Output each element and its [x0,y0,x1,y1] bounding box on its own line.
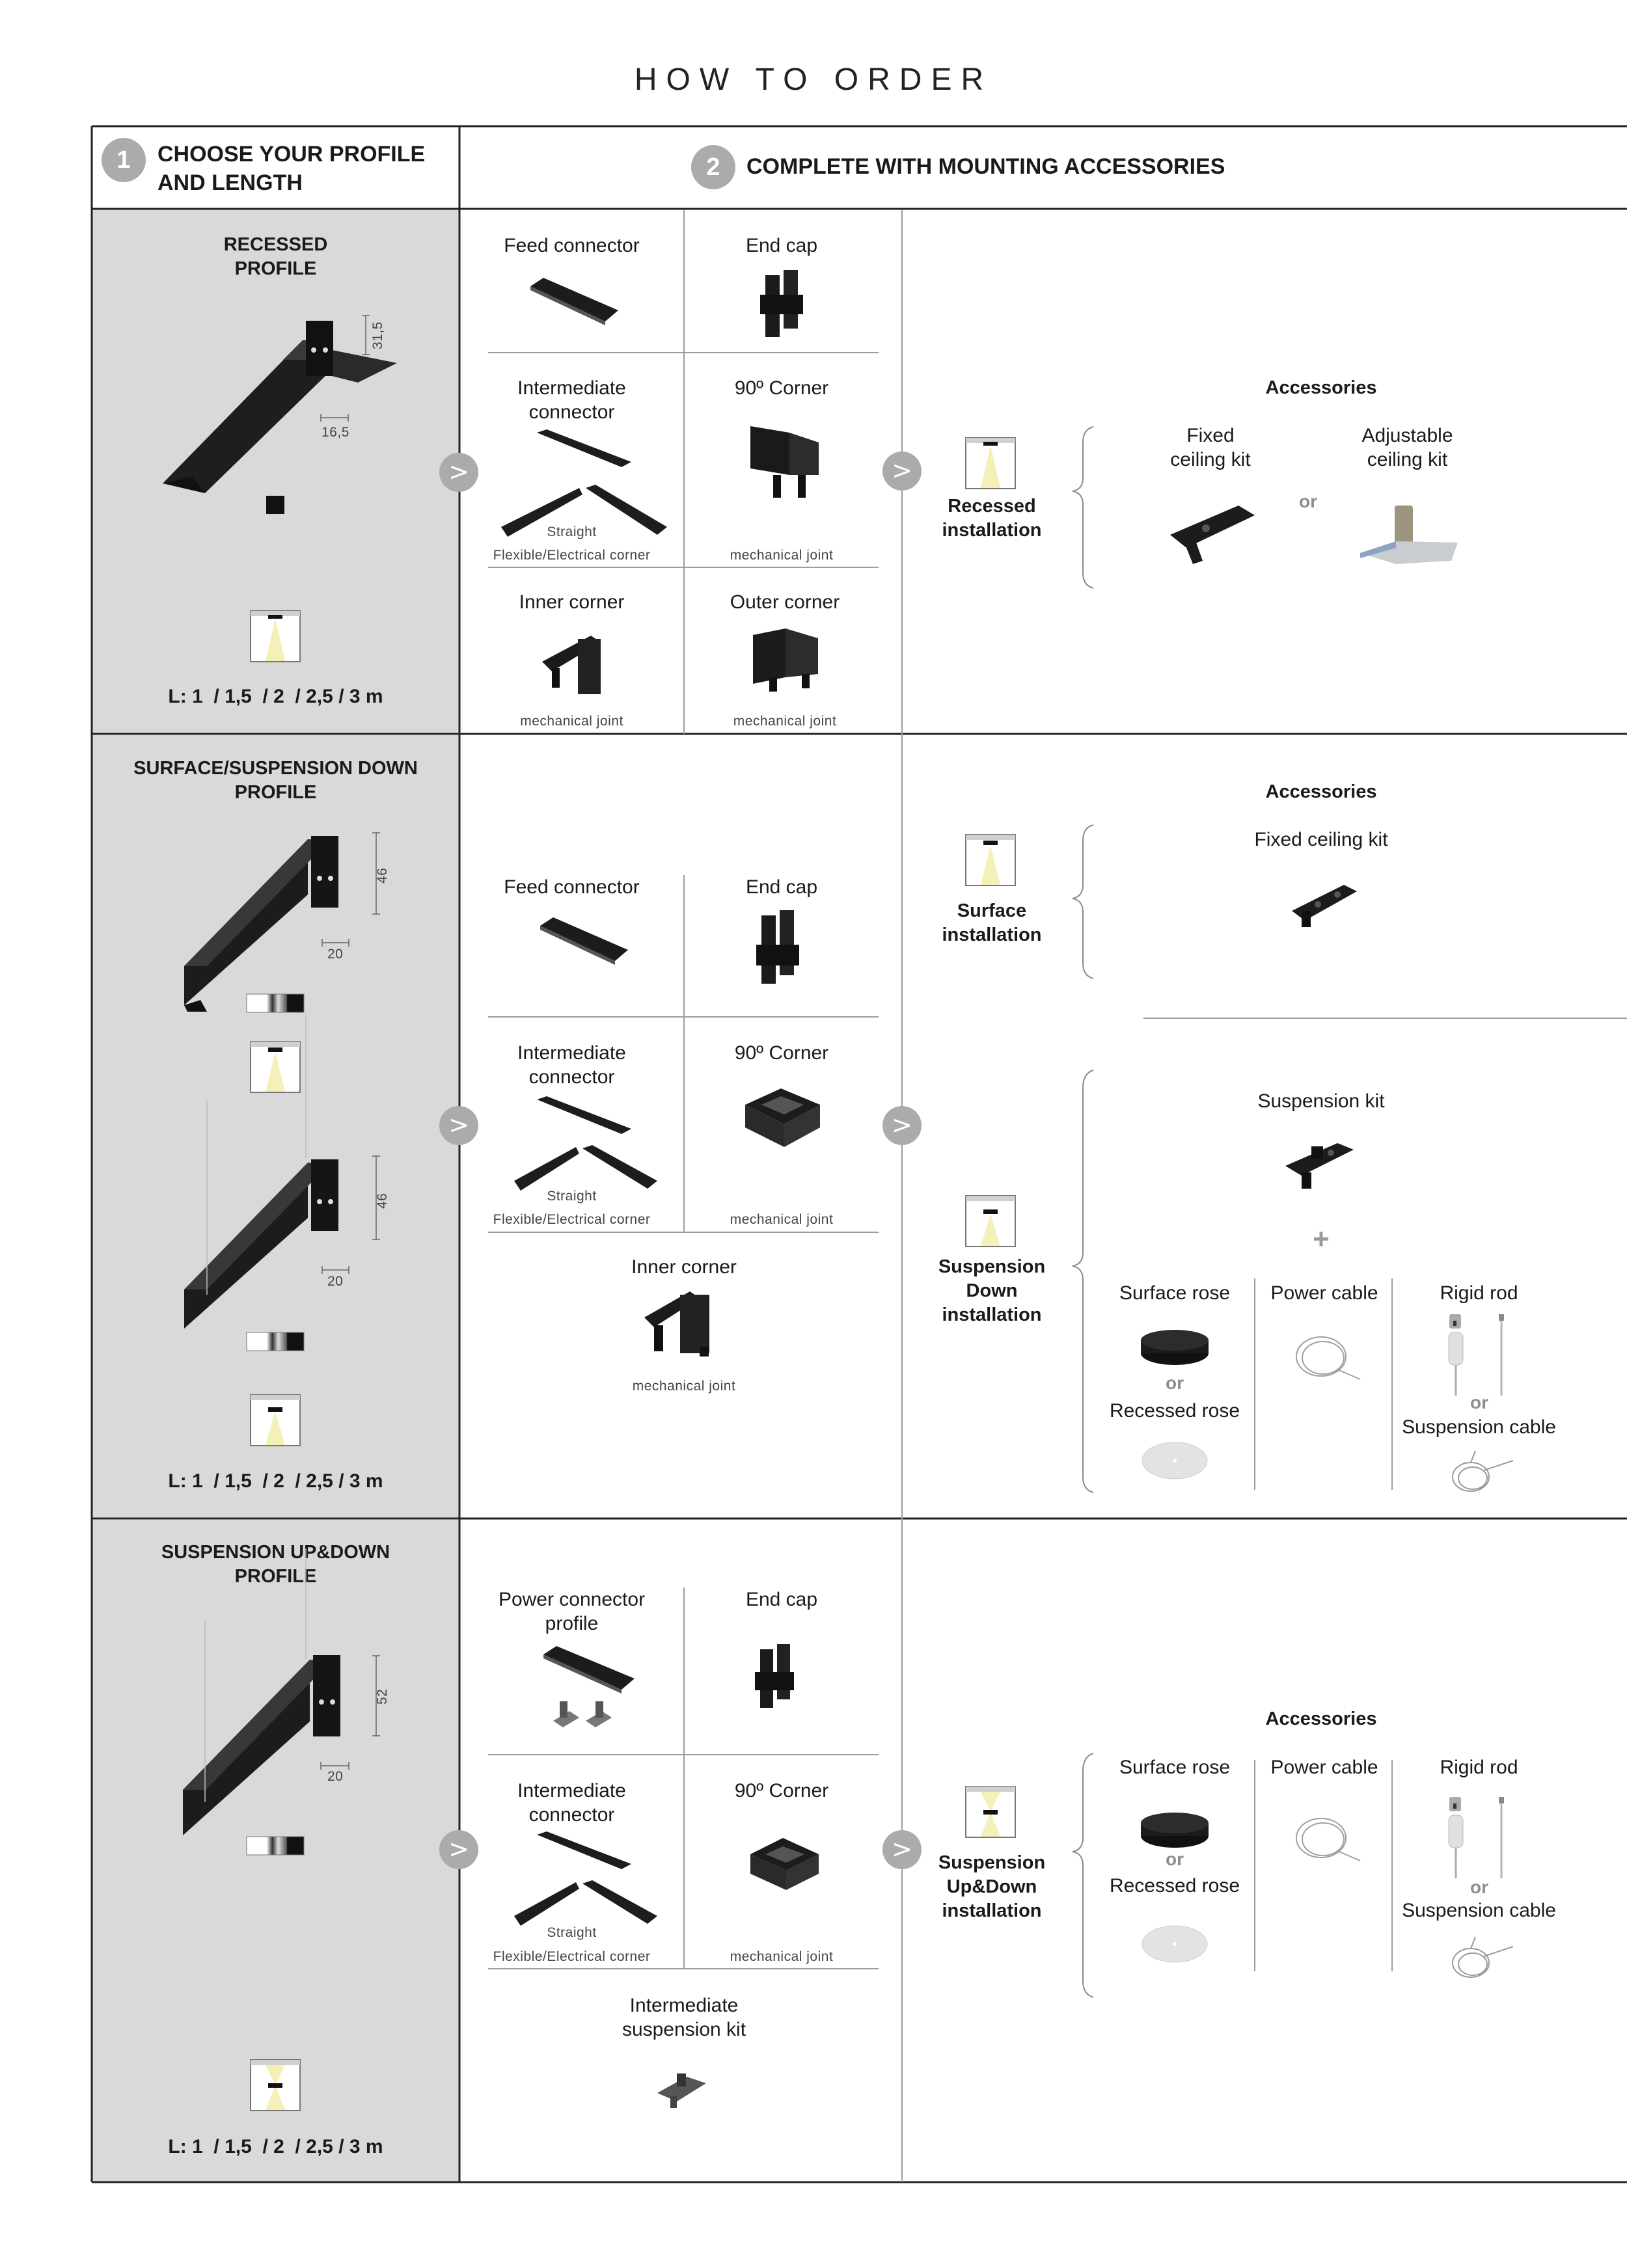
page-title: HOW TO ORDER [634,62,993,97]
updown-accessories-heading: Accessories [1265,1708,1377,1729]
recessed-adjustable-kit-line1: Adjustable [1361,425,1453,446]
recessed-next-arrow-2: > [882,452,922,491]
recessed-intermediate-line2: connector [528,401,615,423]
updown-next-arrow-1: > [439,1830,478,1869]
updown-installation-label [902,1851,1082,1923]
recessed-feed-connector-image [527,275,618,327]
recessed-end-cap-label: End cap [745,235,818,256]
surface-end-cap-image [756,909,805,988]
step-1-title [157,140,425,197]
recessed-or-label: or [1299,491,1317,511]
surface-finish-swatch-1 [246,993,305,1013]
recessed-installation-line1: Recessed [948,496,1036,517]
recessed-end-cap-image [760,269,804,340]
suspension-kit-label: Suspension kit [1257,1090,1385,1112]
updown-dimension-width: 20 [327,1769,344,1784]
recessed-profile-title-line2: PROFILE [234,258,317,279]
suspension-cable-label: Suspension cable [1402,1416,1556,1438]
updown-intermediate-line1: Intermediate [517,1780,626,1802]
surface-dimension-width-1: 20 [327,947,344,962]
recessed-inner-corner-label: Inner corner [519,591,625,613]
recessed-adjustable-kit-label [1315,424,1500,472]
updown-isk-line1: Intermediate [629,1995,739,2016]
recessed-90-corner-image [747,423,822,500]
surface-90-corner-note: mechanical joint [730,1212,834,1227]
updown-intermediate-line2: connector [528,1804,615,1826]
updown-intermediate-image [511,1831,661,1929]
recessed-profile-title-line1: RECESSED [223,234,328,255]
power-cable-image [1292,1330,1363,1383]
surface-intermediate-line1: Intermediate [517,1042,626,1064]
surface-profile-title-line2: PROFILE [234,782,317,803]
step-1-title-line1: CHOOSE YOUR PROFILE [157,142,426,167]
surface-rose-image [1139,1327,1210,1366]
updown-90-corner-note: mechanical joint [730,1949,834,1964]
surface-intermediate-label [459,1041,684,1089]
surface-feed-connector-label: Feed connector [504,876,640,898]
recessed-accessories-heading: Accessories [1265,377,1377,398]
recessed-straight-note: Straight [547,524,597,539]
recessed-profile-title [92,233,459,281]
surface-beam-icon-2 [250,1394,301,1446]
updown-intermediate-suspension-kit-label [459,1993,909,2042]
recessed-flex-corner-note: Flexible/Electrical corner [493,548,651,563]
surface-installation-icon [965,834,1016,886]
surface-installation-line2: installation [942,925,1042,945]
updown-dimension-lines [0,0,1,1]
surface-intermediate-image [511,1096,661,1194]
recessed-fixed-kit-line1: Fixed [1186,425,1235,446]
recessed-finish-swatch [266,496,284,514]
recessed-intermediate-line1: Intermediate [517,377,626,399]
updown-installation-icon [965,1786,1016,1838]
recessed-rose-image [1141,1441,1209,1480]
surface-next-arrow-2: > [882,1106,922,1145]
suspension-down-installation-line2: Down [966,1280,1018,1301]
updown-finish-swatch [246,1836,305,1856]
suspension-plus-sign: + [1313,1223,1330,1255]
recessed-installation-label [902,494,1082,543]
updown-recessed-rose-label: Recessed rose [1109,1875,1240,1897]
updown-intermediate-label [459,1779,684,1827]
recessed-outer-corner-image [750,628,821,694]
updown-power-cable-image [1292,1812,1363,1864]
recessed-inner-corner-image [539,626,614,697]
step-1-badge: 1 [102,138,146,182]
recessed-beam-icon [250,610,301,662]
surface-inner-corner-image [641,1285,719,1360]
recessed-dimension-width: 16,5 [321,425,349,440]
recessed-inner-corner-note: mechanical joint [520,714,623,729]
surface-rose-or: or [1166,1373,1184,1393]
recessed-next-arrow-1: > [439,453,478,492]
updown-surface-rose-image [1139,1810,1210,1849]
updown-intermediate-suspension-kit-image [654,2070,709,2109]
surface-dimension-height-1: 46 [375,867,390,884]
surface-length: L: 1 / 1,5 / 2 / 2,5 / 3 m [168,1470,383,1492]
recessed-dimension-height: 31,5 [370,321,385,349]
recessed-installation-line2: installation [942,520,1042,541]
surface-rose-label: Surface rose [1119,1282,1231,1304]
surface-straight-note: Straight [547,1189,597,1204]
step-1-title-line2: AND LENGTH [157,170,303,195]
surface-flex-corner-note: Flexible/Electrical corner [493,1212,651,1227]
surface-profile-title-line1: SURFACE/SUSPENSION DOWN [133,758,418,779]
recessed-fixed-kit-line2: ceiling kit [1170,449,1251,470]
updown-suspension-cable-label: Suspension cable [1402,1900,1556,1921]
recessed-feed-connector-label: Feed connector [504,235,640,256]
suspension-down-installation-line1: Suspension [938,1256,1046,1277]
step-2-badge: 2 [691,145,735,189]
updown-power-connector-label [459,1587,684,1636]
recessed-90-corner-label: 90º Corner [734,377,829,399]
step-2-title: COMPLETE WITH MOUNTING ACCESSORIES [746,154,1225,179]
surface-90-corner-label: 90º Corner [734,1042,829,1064]
updown-dimension-height: 52 [375,1688,390,1705]
updown-surface-rose-or: or [1166,1849,1184,1869]
surface-finish-swatch-2 [246,1332,305,1351]
updown-isk-line2: suspension kit [622,2019,746,2040]
updown-recessed-rose-image [1141,1924,1209,1964]
surface-intermediate-line2: connector [528,1066,615,1088]
rigid-rod-label: Rigid rod [1440,1282,1518,1304]
updown-rigid-rod-label: Rigid rod [1440,1757,1518,1778]
surface-installation-label [902,899,1082,947]
recessed-adjustable-kit-image [1357,502,1461,567]
rigid-rod-image [1446,1314,1511,1399]
updown-rigid-rod-or: or [1470,1877,1488,1897]
recessed-installation-icon [965,437,1016,489]
updown-profile-title-line2: PROFILE [234,1566,317,1587]
surface-end-cap-label: End cap [745,876,818,898]
updown-flex-corner-note: Flexible/Electrical corner [493,1949,651,1964]
updown-next-arrow-2: > [882,1830,922,1869]
suspension-down-installation-line3: installation [942,1304,1042,1325]
recessed-length: L: 1 / 1,5 / 2 / 2,5 / 3 m [168,686,383,707]
recessed-fixed-kit-label [1119,424,1302,472]
surface-inner-corner-note: mechanical joint [632,1379,736,1394]
surface-profile-title [92,757,459,805]
recessed-rose-label: Recessed rose [1109,1400,1240,1422]
updown-length: L: 1 / 1,5 / 2 / 2,5 / 3 m [168,2136,383,2157]
suspension-down-installation-label [902,1255,1082,1327]
surface-feed-connector-image [537,914,628,963]
recessed-outer-corner-note: mechanical joint [733,714,837,729]
surface-fixed-ceiling-kit-image [1289,882,1360,934]
updown-power-cable-label: Power cable [1270,1757,1378,1778]
recessed-90-corner-note: mechanical joint [730,548,834,563]
power-cable-label: Power cable [1270,1282,1378,1304]
surface-90-corner-image [742,1085,823,1150]
surface-installation-line1: Surface [957,900,1027,921]
surface-next-arrow-1: > [439,1106,478,1145]
recessed-adjustable-kit-line2: ceiling kit [1367,449,1448,470]
updown-profile-image [180,1650,365,1839]
updown-surface-rose-label: Surface rose [1119,1757,1231,1778]
updown-suspension-cable-image [1448,1934,1520,1982]
suspension-cable-image [1448,1448,1520,1496]
updown-power-connector-line2: profile [545,1613,599,1634]
suspension-down-installation-icon [965,1195,1016,1247]
surface-accessories-heading: Accessories [1265,781,1377,802]
updown-power-connector-image [540,1643,638,1740]
recessed-intermediate-label [459,376,684,424]
surface-profile-image-2 [181,1153,363,1335]
rigid-rod-or: or [1470,1392,1488,1412]
updown-profile-title-line1: SUSPENSION UP&DOWN [161,1542,390,1563]
updown-end-cap-image [755,1643,797,1711]
surface-fixed-ceiling-kit-label: Fixed ceiling kit [1254,829,1388,850]
surface-dimension-height-2: 46 [375,1193,390,1209]
updown-installation-line1: Suspension [938,1852,1046,1873]
surface-dimension-width-2: 20 [327,1274,344,1289]
updown-power-connector-line1: Power connector [498,1589,646,1610]
updown-profile-title [92,1541,459,1589]
suspension-kit-image [1282,1140,1360,1192]
updown-straight-note: Straight [547,1925,597,1940]
recessed-outer-corner-label: Outer corner [730,591,840,613]
surface-profile-image-1 [181,830,363,1012]
updown-rigid-rod-image [1446,1797,1511,1882]
recessed-fixed-kit-image [1167,502,1258,567]
updown-installation-line3: installation [942,1900,1042,1921]
surface-inner-corner-label: Inner corner [631,1256,737,1278]
surface-beam-icon-1 [250,1041,301,1093]
updown-90-corner-image [747,1835,822,1893]
updown-end-cap-label: End cap [745,1589,818,1610]
recessed-profile-image [163,311,397,493]
updown-90-corner-label: 90º Corner [734,1780,829,1802]
updown-beam-icon [250,2059,301,2111]
updown-installation-line2: Up&Down [946,1876,1037,1897]
